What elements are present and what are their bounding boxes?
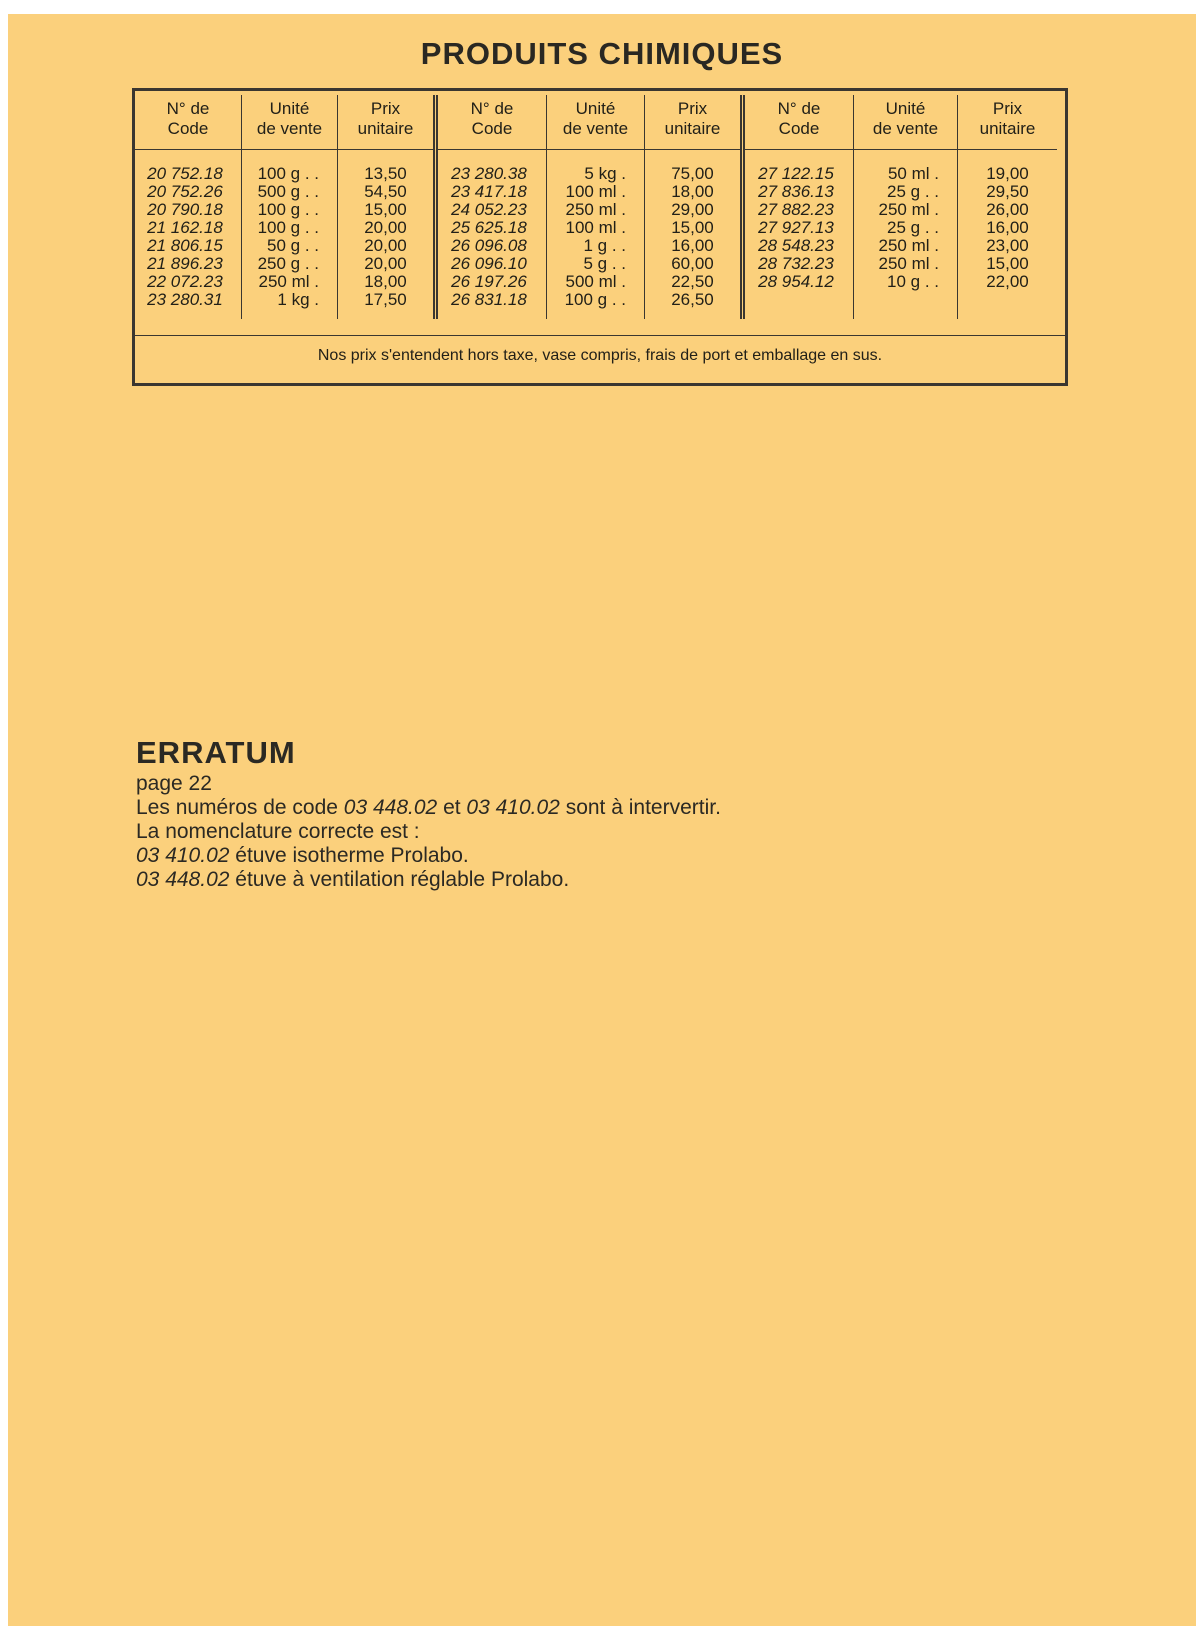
- table-cell: 20 790.18: [147, 200, 223, 219]
- table-cell: 20 752.26: [147, 182, 223, 201]
- code-column: [745, 95, 853, 319]
- header-rule: [135, 149, 241, 150]
- table-cell: 1 g . .: [583, 236, 626, 255]
- table-cell: 16,00: [671, 236, 714, 255]
- table-cell: 20,00: [364, 254, 407, 273]
- erratum-line-3: [136, 844, 721, 868]
- table-cell: 17,50: [364, 290, 407, 309]
- table-cell: 250 ml .: [565, 200, 626, 219]
- code-reference: 03 448.02: [343, 796, 438, 819]
- table-cell: 23 280.31: [147, 290, 223, 309]
- table-cell: 26 831.18: [451, 290, 527, 309]
- table-cell: 28 548.23: [758, 236, 834, 255]
- table-cell: 21 162.18: [147, 218, 223, 237]
- code-column: [438, 95, 546, 319]
- price-cells: [645, 165, 740, 309]
- table-cell: 26,50: [671, 290, 714, 309]
- price-column: [957, 95, 1057, 319]
- table-cell: 15,00: [986, 254, 1029, 273]
- table-cell: 29,00: [671, 200, 714, 219]
- table-cell: 500 ml .: [565, 272, 626, 291]
- erratum-text: et: [437, 796, 467, 819]
- price-header: Prix unitaire: [979, 99, 1036, 138]
- table-cell: 5 g . .: [583, 254, 626, 273]
- table-cell: 22,50: [671, 272, 714, 291]
- table-cell: 100 g . .: [564, 290, 626, 309]
- table-cell: 16,00: [986, 218, 1029, 237]
- table-cell: 100 g . .: [257, 200, 319, 219]
- table-cell: 27 927.13: [758, 218, 834, 237]
- erratum-page: page 22: [136, 772, 212, 795]
- unit-column: [241, 95, 337, 319]
- table-cell: 15,00: [671, 218, 714, 237]
- table-cell: 25 g . .: [887, 218, 939, 237]
- table-cell: 18,00: [671, 182, 714, 201]
- table-cell: 23 417.18: [451, 182, 527, 201]
- table-cell: 13,50: [364, 164, 407, 183]
- table-cell: 26 096.10: [451, 254, 527, 273]
- table-cell: 21 896.23: [147, 254, 223, 273]
- page-title: PRODUITS CHIMIQUES: [420, 36, 784, 71]
- code-cells: [135, 165, 241, 309]
- table-cell: 20,00: [364, 218, 407, 237]
- header-rule: [547, 149, 644, 150]
- table-cell: 28 954.12: [758, 272, 834, 291]
- code-column: [135, 95, 241, 319]
- table-cell: 250 g . .: [257, 254, 319, 273]
- price-header: Prix unitaire: [357, 99, 414, 138]
- erratum-text: étuve isotherme Prolabo.: [229, 844, 469, 867]
- table-cell: 1 kg .: [277, 290, 319, 309]
- unit-cells: [242, 165, 337, 309]
- table-cell: 75,00: [671, 164, 714, 183]
- table-cell: 10 g . .: [887, 272, 939, 291]
- code-header: N° de Code: [777, 99, 821, 138]
- code-reference: 03 410.02: [466, 796, 560, 819]
- table-cell: 18,00: [364, 272, 407, 291]
- table-cell: 26 197.26: [451, 272, 527, 291]
- erratum-line-4: [136, 868, 721, 892]
- price-table: [132, 88, 1068, 386]
- table-cell: 20 752.18: [147, 164, 223, 183]
- code-cells: [438, 165, 546, 309]
- code-header: N° de Code: [470, 99, 514, 138]
- price-column: [337, 95, 433, 319]
- unit-header: Unité de vente: [562, 99, 629, 138]
- catalog-page: [8, 14, 1196, 1626]
- table-cell: 5 kg .: [584, 164, 626, 183]
- header-rule: [645, 149, 740, 150]
- table-cell: 21 806.15: [147, 236, 223, 255]
- table-cell: 29,50: [986, 182, 1029, 201]
- code-header: N° de Code: [166, 99, 210, 138]
- unit-column: [853, 95, 957, 319]
- unit-header: Unité de vente: [256, 99, 323, 138]
- table-cell: 28 732.23: [758, 254, 834, 273]
- table-cell: 20,00: [364, 236, 407, 255]
- price-cells: [958, 165, 1057, 291]
- table-cell: 54,50: [364, 182, 407, 201]
- table-cell: 60,00: [671, 254, 714, 273]
- code-reference: 03 448.02: [136, 868, 230, 891]
- price-header: Prix unitaire: [664, 99, 721, 138]
- header-rule: [438, 149, 546, 150]
- table-cell: 100 g . .: [257, 164, 319, 183]
- table-cell: 15,00: [364, 200, 407, 219]
- table-group-2: [433, 95, 745, 319]
- table-cell: 19,00: [986, 164, 1029, 183]
- price-column: [644, 95, 740, 319]
- header-rule: [958, 149, 1057, 150]
- table-cell: 50 ml .: [887, 164, 939, 183]
- erratum-section: [136, 736, 721, 892]
- erratum-line-2: La nomenclature correcte est :: [136, 820, 420, 843]
- header-rule: [242, 149, 337, 150]
- unit-header: Unité de vente: [872, 99, 939, 138]
- table-cell: 27 122.15: [758, 164, 834, 183]
- table-cell: 250 ml .: [878, 236, 939, 255]
- erratum-text: Les numéros de code: [136, 796, 344, 819]
- table-group-3: [740, 95, 1070, 319]
- table-cell: 23 280.38: [451, 164, 527, 183]
- table-cell: 23,00: [986, 236, 1029, 255]
- code-reference: 03 410.02: [136, 844, 230, 867]
- table-cell: 25 g . .: [887, 182, 939, 201]
- table-cell: 25 625.18: [451, 218, 527, 237]
- table-cell: 22,00: [986, 272, 1029, 291]
- header-rule: [854, 149, 957, 150]
- footer-divider: [135, 335, 1065, 336]
- table-cell: 50 g . .: [267, 236, 319, 255]
- table-cell: 26,00: [986, 200, 1029, 219]
- table-cell: 24 052.23: [451, 200, 527, 219]
- unit-column: [546, 95, 644, 319]
- table-cell: 22 072.23: [147, 272, 223, 291]
- table-cell: 27 836.13: [758, 182, 834, 201]
- erratum-text: étuve à ventilation réglable Prolabo.: [229, 868, 570, 891]
- table-cell: 100 ml .: [565, 218, 626, 237]
- price-cells: [338, 165, 433, 309]
- erratum-title: ERRATUM: [136, 735, 296, 770]
- table-cell: 250 ml .: [878, 254, 939, 273]
- table-cell: 100 g . .: [257, 218, 319, 237]
- header-rule: [338, 149, 433, 150]
- code-cells: [745, 165, 853, 291]
- table-cell: 250 ml .: [878, 200, 939, 219]
- pricing-note: Nos prix s'entendent hors taxe, vase compris, frais de port et emballage en sus.: [317, 347, 883, 364]
- erratum-line-1: [136, 796, 721, 820]
- erratum-text: sont à intervertir.: [559, 796, 721, 819]
- table-cell: 500 g . .: [257, 182, 319, 201]
- table-group-1: [135, 95, 433, 319]
- table-cell: 250 ml .: [258, 272, 319, 291]
- unit-cells: [854, 165, 957, 291]
- header-rule: [745, 149, 853, 150]
- table-cell: 27 882.23: [758, 200, 834, 219]
- unit-cells: [547, 165, 644, 309]
- table-cell: 26 096.08: [451, 236, 527, 255]
- table-cell: 100 ml .: [565, 182, 626, 201]
